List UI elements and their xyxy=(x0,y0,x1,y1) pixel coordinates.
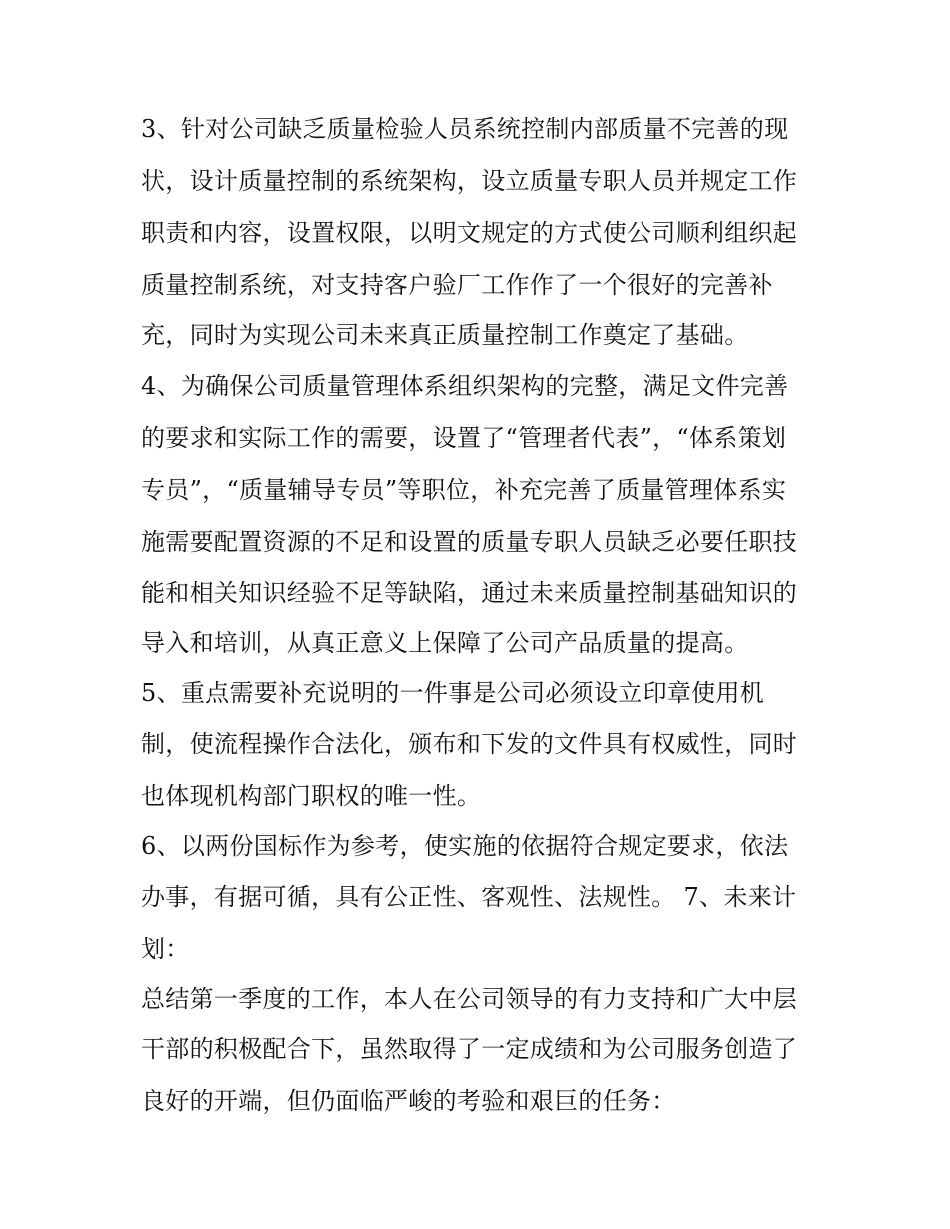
text-line: 职责和内容，设置权限，以明文规定的方式使公司顺利组织起 xyxy=(141,219,798,247)
text-line: 划： xyxy=(141,935,190,963)
text-line: 的要求和实际工作的需要，设置了“管理者代表”，“体系策划 xyxy=(141,424,787,452)
text-line: 也体现机构部门职权的唯一性。 xyxy=(141,782,482,810)
text-line: 导入和培训，从真正意义上保障了公司产品质量的提高。 xyxy=(141,629,749,657)
text-line: 6、以两份国标作为参考，使实施的依据符合规定要求，依法 xyxy=(141,832,789,860)
text-line: 良好的开端，但仍面临严峻的考验和艰巨的任务： xyxy=(141,1087,676,1115)
text-line: 施需要配置资源的不足和设置的质量专职人员缺乏必要任职技 xyxy=(141,528,798,556)
text-line: 干部的积极配合下，虽然取得了一定成绩和为公司服务创造了 xyxy=(141,1035,798,1063)
text-line: 4、为确保公司质量管理体系组织架构的完整，满足文件完善 xyxy=(141,372,789,400)
text-line: 质量控制系统，对支持客户验厂工作作了一个很好的完善补 xyxy=(141,271,773,299)
text-line: 状，设计质量控制的系统架构，设立质量专职人员并规定工作 xyxy=(141,167,798,195)
text-line: 充，同时为实现公司未来真正质量控制工作奠定了基础。 xyxy=(141,321,749,349)
text-line: 3、针对公司缺乏质量检验人员系统控制内部质量不完善的现 xyxy=(141,115,789,143)
text-line: 专员”，“质量辅导专员”等职位，补充完善了质量管理体系实 xyxy=(141,476,787,504)
text-line: 能和相关知识经验不足等缺陷，通过未来质量控制基础知识的 xyxy=(141,579,798,607)
text-line: 总结第一季度的工作，本人在公司领导的有力支持和广大中层 xyxy=(141,985,798,1013)
text-line: 制，使流程操作合法化，颁布和下发的文件具有权威性，同时 xyxy=(141,730,798,758)
text-line: 5、重点需要补充说明的一件事是公司必须设立印章使用机 xyxy=(141,679,765,707)
text-line: 办事，有据可循，具有公正性、客观性、法规性。 7、未来计 xyxy=(141,883,797,911)
